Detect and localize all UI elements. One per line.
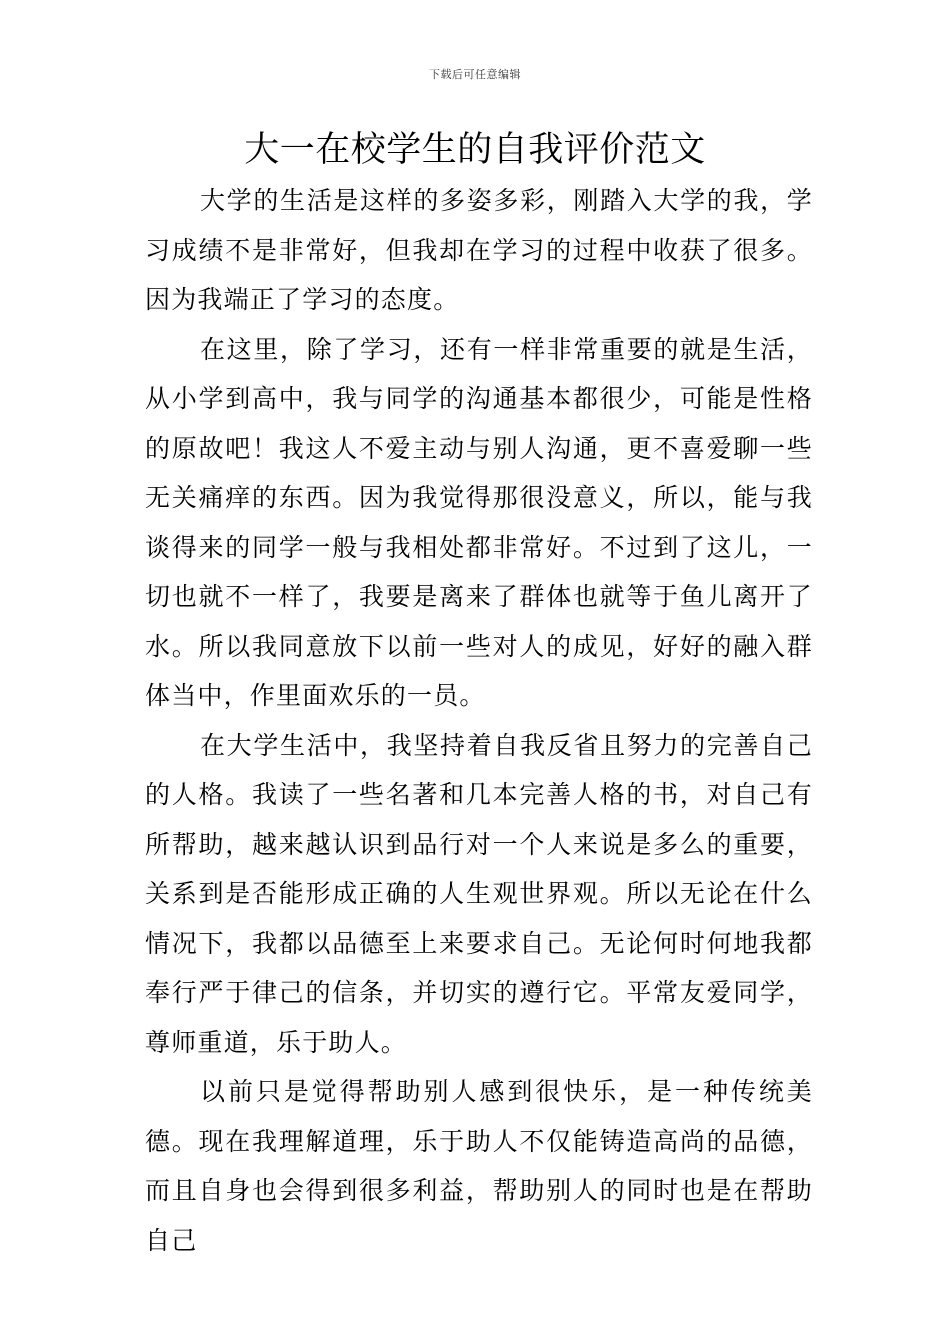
paragraph-2: 在这里，除了学习，还有一样非常重要的就是生活，从小学到高中，我与同学的沟通基本都很少，可能是性格的原故吧！我这人不爱主动与别人沟通，更不喜爱聊一些无关痛痒的东西。因为我觉得那很没意义，所以，能与我谈得来的同学一般与我相处都非常好。不过到了这儿，一切也就不一样了，我要是离来了群体也就等于鱼儿离开了水。所以我同意放下以前一些对人的成见，好好的融入群体当中，作里面欢乐的一员。 (145, 334, 813, 710)
paragraph-3: 在大学生活中，我坚持着自我反省且努力的完善自己的人格。我读了一些名著和几本完善人格的书，对自己有所帮助，越来越认识到品行对一个人来说是多么的重要，关系到是否能形成正确的人生观世界观。所以无论在什么情况下，我都以品德至上来要求自己。无论何时何地我都奉行严于律己的信条，并切实的遵行它。平常友爱同学，尊师重道，乐于助人。 (145, 730, 813, 1057)
paragraph-4: 以前只是觉得帮助别人感到很快乐，是一种传统美德。现在我理解道理，乐于助人不仅能铸造高尚的品德，而且自身也会得到很多利益，帮助别人的同时也是在帮助自己 (145, 1077, 813, 1255)
document-title: 大一在校学生的自我评价范文 (244, 130, 706, 170)
document-body (145, 176, 813, 1265)
paragraph-1: 大学的生活是这样的多姿多彩，刚踏入大学的我，学习成绩不是非常好，但我却在学习的过程中收获了很多。因为我端正了学习的态度。 (145, 186, 813, 314)
header-note: 下载后可任意编辑 (429, 68, 521, 81)
